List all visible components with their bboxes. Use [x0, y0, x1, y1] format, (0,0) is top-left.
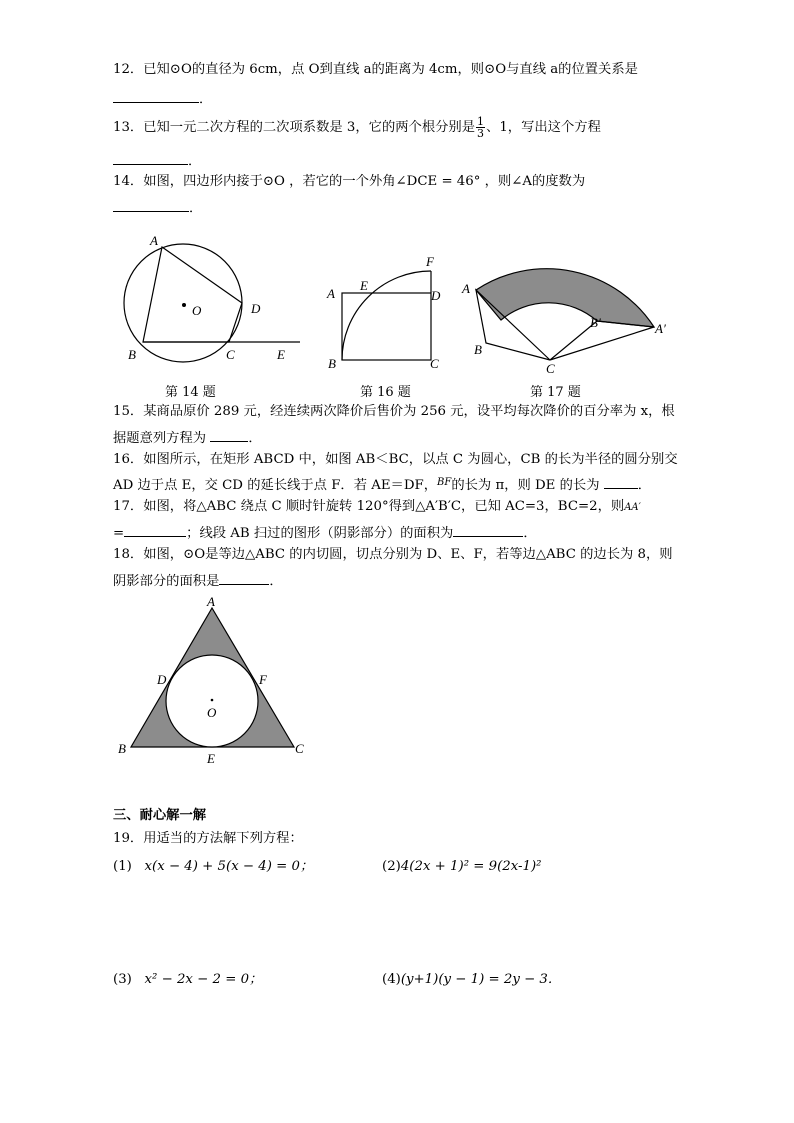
fig17-shaded-region [476, 269, 654, 327]
q19-intro: 19．用适当的方法解下列方程： [113, 831, 303, 846]
fig17-label-A: A [462, 281, 470, 296]
q17-arc-label: AA′ [624, 502, 641, 513]
figure-17 [460, 225, 685, 375]
q16-arc-label: BF [437, 477, 452, 488]
fig17-triangle-A2B2C [550, 321, 654, 360]
fig16-caption: 第 16 题 [360, 385, 411, 400]
fig17-label-B: B [474, 342, 482, 357]
fraction-one-third: $\frac{1}{3}$ [477, 115, 485, 140]
fig16-label-E: E [360, 278, 368, 293]
q13-line2: ． [113, 150, 201, 171]
fig18-center-dot [211, 699, 214, 702]
q14-answer-blank[interactable] [113, 197, 189, 212]
fig18-label-C: C [295, 741, 304, 756]
q17-line1: 17．如图，将△ABC 绕点 C 顺时针旋转 120°得到△A′B′C，已知 AC=3，BC=2，则AA′ [113, 499, 641, 514]
q15-line2: 据题意列方程为 ． [113, 427, 262, 448]
q16-line2: AD 边于点 E，交 CD 的延长线于点 F．若 AE＝DF，$^{BF}$的长为 π，则 DE 的长为 ． [113, 474, 651, 496]
q19-eq4: (4)(y+1)(y − 1) = 2y − 3． [382, 972, 562, 987]
q18-answer-blank[interactable] [219, 570, 269, 585]
q12-line2: ． [113, 88, 212, 109]
q12-line1: 12．已知⊙O的直径为 6cm，点 O到直线 a的距离为 4cm，则⊙O与直线 a的位置关系是 [113, 62, 638, 77]
fig18-label-O: O [207, 705, 217, 720]
q19-eq2: (2)4(2x + 1)² = 9(2x-1)² [382, 859, 542, 874]
fig16-arc-BF [342, 271, 431, 360]
fig16-label-C: C [430, 356, 439, 371]
fig16-rectangle [342, 293, 431, 360]
fig18-label-F: F [259, 672, 267, 687]
figure-14 [115, 228, 310, 368]
q19-eq3: (3) x² − 2x − 2 = 0； [113, 972, 263, 987]
fig18-label-D: D [157, 672, 167, 687]
figure-18 [110, 590, 320, 770]
q18-line2: 阴影部分的面积是 ． [113, 570, 283, 591]
q17-answer-blank-2[interactable] [453, 522, 523, 537]
fig18-label-E: E [207, 751, 215, 766]
fig14-center-dot [182, 303, 186, 307]
fig17-label-A2: A′ [655, 321, 666, 336]
section3-title: 三、耐心解一解 [113, 808, 207, 823]
fig14-label-O: O [192, 303, 202, 318]
fig16-label-D: D [431, 288, 441, 303]
fig18-label-B: B [118, 741, 126, 756]
q13-line1: 13．已知一元二次方程的二次项系数是 3，它的两个根分别是 $\frac{1}{3}$ 、1，写出这个方程 [113, 115, 601, 140]
fig16-label-F: F [426, 254, 434, 269]
fig14-label-D: D [251, 301, 261, 316]
fig17-caption: 第 17 题 [530, 385, 581, 400]
fig14-quadrilateral [143, 247, 242, 342]
q19-eq1: (1) x(x − 4) + 5(x − 4) = 0； [113, 859, 314, 874]
fig14-label-B: B [128, 347, 136, 362]
q16-answer-blank[interactable] [604, 474, 638, 489]
fig14-label-A: A [150, 233, 158, 248]
q18-line1: 18．如图，⊙O是等边△ABC 的内切圆，切点分别为 D、E、F，若等边△ABC 的边长为 8，则 [113, 547, 673, 562]
q17-answer-blank-1[interactable] [124, 522, 186, 537]
fig14-label-E: E [277, 347, 285, 362]
fig17-label-C: C [546, 361, 555, 375]
q14-line2: ． [113, 197, 202, 218]
fig16-label-A: A [327, 286, 335, 301]
fig14-caption: 第 14 题 [165, 385, 216, 400]
q12-answer-blank[interactable] [113, 88, 199, 103]
fig16-label-B: B [328, 356, 336, 371]
figure-16 [325, 250, 445, 375]
q14-line1: 14．如图，四边形内接于⊙O ，若它的一个外角∠DCE = 46° ，则∠A的度数为 [113, 174, 586, 189]
q15-line1: 15．某商品原价 289 元，经连续两次降价后售价为 256 元，设平均每次降价的百分率为 x，根 [113, 404, 675, 419]
fig14-label-C: C [226, 347, 235, 362]
q15-answer-blank[interactable] [210, 427, 248, 442]
fig18-label-A: A [207, 594, 215, 609]
fig17-label-B2: B′ [590, 315, 601, 330]
q17-line2: = ；线段 AB 扫过的图形（阴影部分）的面积为 ． [113, 522, 537, 543]
q13-answer-blank[interactable] [113, 150, 188, 165]
q16-line1: 16．如图所示，在矩形 ABCD 中，如图 AB＜BC，以点 C 为圆心，CB 的长为半径的圆分别交 [113, 452, 678, 467]
